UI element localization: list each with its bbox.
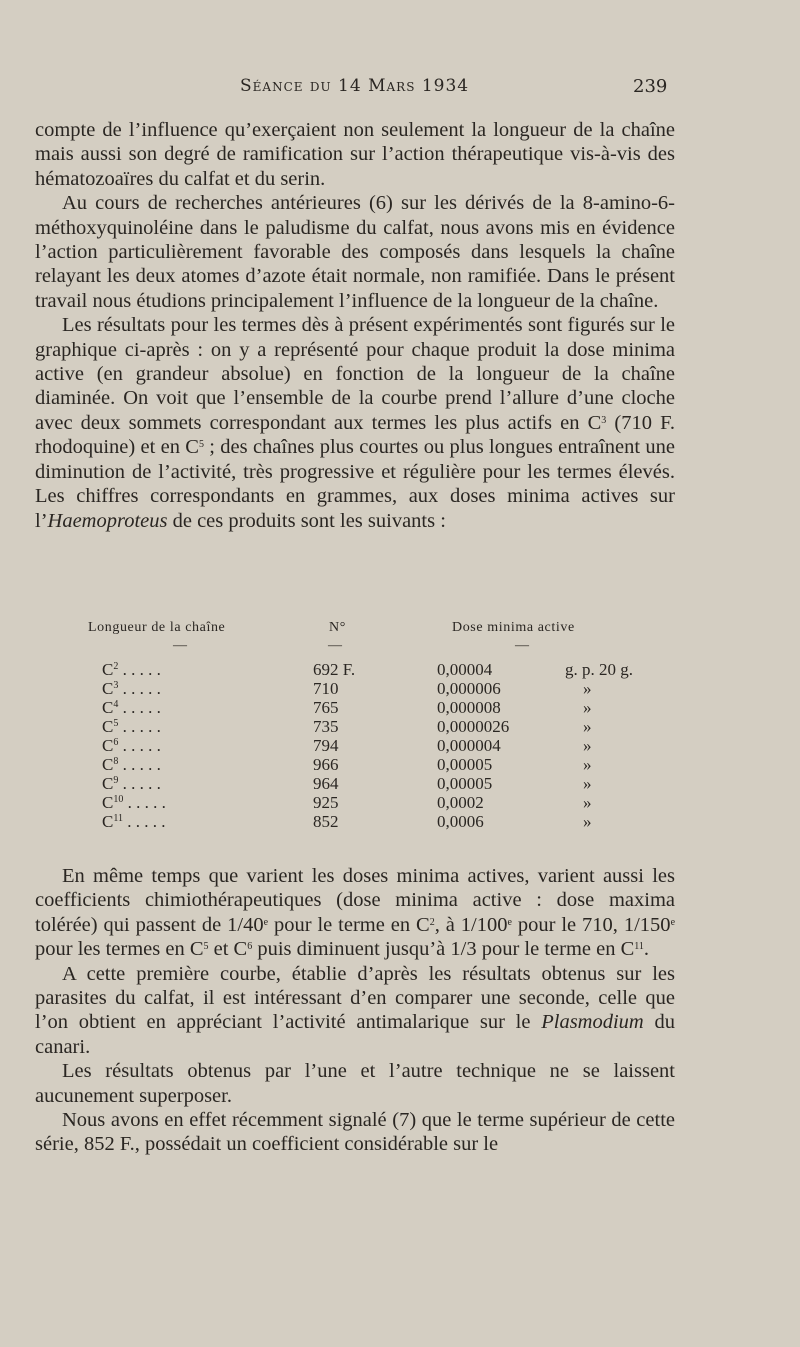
table-row <box>0 793 800 813</box>
column-header-number: N° <box>329 620 346 635</box>
table-row <box>0 812 800 832</box>
unit-cell: » <box>583 774 592 793</box>
chain-cell: $C^3$ . . . . . <box>102 679 161 698</box>
dose-cell: 0,00005 <box>437 755 493 774</box>
column-dash: — <box>328 638 342 653</box>
number-cell: 964 <box>313 774 339 793</box>
body-text-bottom <box>35 864 675 1157</box>
chain-cell: $C^8$ . . . . . <box>102 755 161 774</box>
number-cell: 925 <box>313 793 339 812</box>
paragraph: compte de l’influence qu’exerçaient non seulement la longueur de la chaîne mais aussi son degré de ramification sur l’action thérapeutique vis-à-vis des hématozoaïres du calfat et du serin. <box>35 119 675 190</box>
running-head <box>0 76 800 104</box>
dose-cell: 0,00004 <box>437 660 493 679</box>
table-row <box>0 698 800 718</box>
paragraph: Les résultats obtenus par l’une et l’autre technique ne se laissent aucunement superposer. <box>35 1060 675 1107</box>
number-cell: 852 <box>313 812 339 831</box>
chain-cell: $C^2$ . . . . . <box>102 660 161 679</box>
paragraph: En même temps que varient les doses minima actives, varient aussi les coefficients chimiothérapeutiques (dose minima active : dose maxima tolérée) qui passent de 1/40e pour le terme en $C^2$, à 1/100e pour le 710, 1/150e pour les termes en $C^5$ et $C^6$ puis diminuent jusqu’à 1/3 pour le terme en $C^{11}$. <box>35 865 676 961</box>
dose-cell: 0,000006 <box>437 679 501 698</box>
unit-cell: » <box>583 679 592 698</box>
chain-cell: $C^4$ . . . . . <box>102 698 161 717</box>
column-dash: — <box>515 638 529 653</box>
table-row <box>0 774 800 794</box>
table-row <box>0 736 800 756</box>
unit-cell: » <box>583 812 592 831</box>
table-row <box>0 755 800 775</box>
paragraph: Les résultats pour les termes dès à présent expérimentés sont figurés sur le graphique ci-après : on y a représenté pour chaque produit la dose minima active (en grandeur absolue) en fonction de la longueur de la chaîne diaminée. On voit que l’ensemble de la courbe prend l’allure d’une cloche avec deux sommets correspondant aux termes les plus actifs en $C^3$ (710 F. rhodoquine) et en $C^5$ ; des chaînes plus courtes ou plus longues entraînent une diminution de l’activité, très progressive et régulière pour les termes élevés. Les chiffres correspondants en grammes, aux doses minima actives sur l’Haemoproteus de ces produits sont les suivants : <box>35 314 675 532</box>
running-title: Séance du 14 Mars 1934 <box>240 76 470 96</box>
chain-cell: $C^5$ . . . . . <box>102 717 161 736</box>
chain-cell: $C^6$ . . . . . <box>102 736 161 755</box>
paragraph: Au cours de recherches antérieures (6) sur les dérivés de la 8-amino-6-méthoxyquinoléine dans le paludisme du calfat, nous avons mis en évidence l’action particulièrement favorable des composés dans lesquels la chaîne relayant les deux atomes d’azote était normale, non ramifiée. Dans le présent travail nous étudions principalement l’influence de la longueur de la chaîne. <box>35 192 675 312</box>
column-header-chain-length: Longueur de la chaîne <box>88 620 226 635</box>
number-cell: 765 <box>313 698 339 717</box>
dose-cell: 0,000008 <box>437 698 501 717</box>
unit-cell: » <box>583 698 592 717</box>
column-dash: — <box>173 638 187 653</box>
dose-cell: 0,0000026 <box>437 717 510 736</box>
number-cell: 794 <box>313 736 339 755</box>
body-text-top <box>35 118 675 533</box>
paragraph: A cette première courbe, établie d’après les résultats obtenus sur les parasites du calfat, il est intéressant d’en comparer une seconde, celle que l’on obtient en appréciant l’activité antimalarique sur le Plasmodium du canari. <box>35 962 676 1058</box>
dose-table <box>0 620 800 840</box>
number-cell: 966 <box>313 755 339 774</box>
column-header-dose: Dose minima active <box>452 620 575 635</box>
unit-cell: » <box>583 755 592 774</box>
chain-cell: $C^{10}$ . . . . . <box>102 793 166 812</box>
dose-cell: 0,0002 <box>437 793 484 812</box>
unit-cell: » <box>583 736 592 755</box>
dose-cell: 0,00005 <box>437 774 493 793</box>
page-number: 239 <box>633 76 668 97</box>
dose-cell: 0,0006 <box>437 812 484 831</box>
unit-cell: » <box>583 793 592 812</box>
chain-cell: $C^9$ . . . . . <box>102 774 161 793</box>
table-row <box>0 660 800 680</box>
table-row <box>0 717 800 737</box>
paragraph: Nous avons en effet récemment signalé (7) que le terme supérieur de cette série, 852 F., possédait un coefficient considérable sur le <box>35 1109 675 1156</box>
dose-cell: 0,000004 <box>437 736 501 755</box>
chain-cell: $C^{11}$ . . . . . <box>102 812 166 831</box>
number-cell: 735 <box>313 717 339 736</box>
unit-cell: » <box>583 717 592 736</box>
table-row <box>0 679 800 699</box>
number-cell: 692 F. <box>313 660 356 679</box>
number-cell: 710 <box>313 679 339 698</box>
unit-cell: g. p. 20 g. <box>565 660 633 679</box>
